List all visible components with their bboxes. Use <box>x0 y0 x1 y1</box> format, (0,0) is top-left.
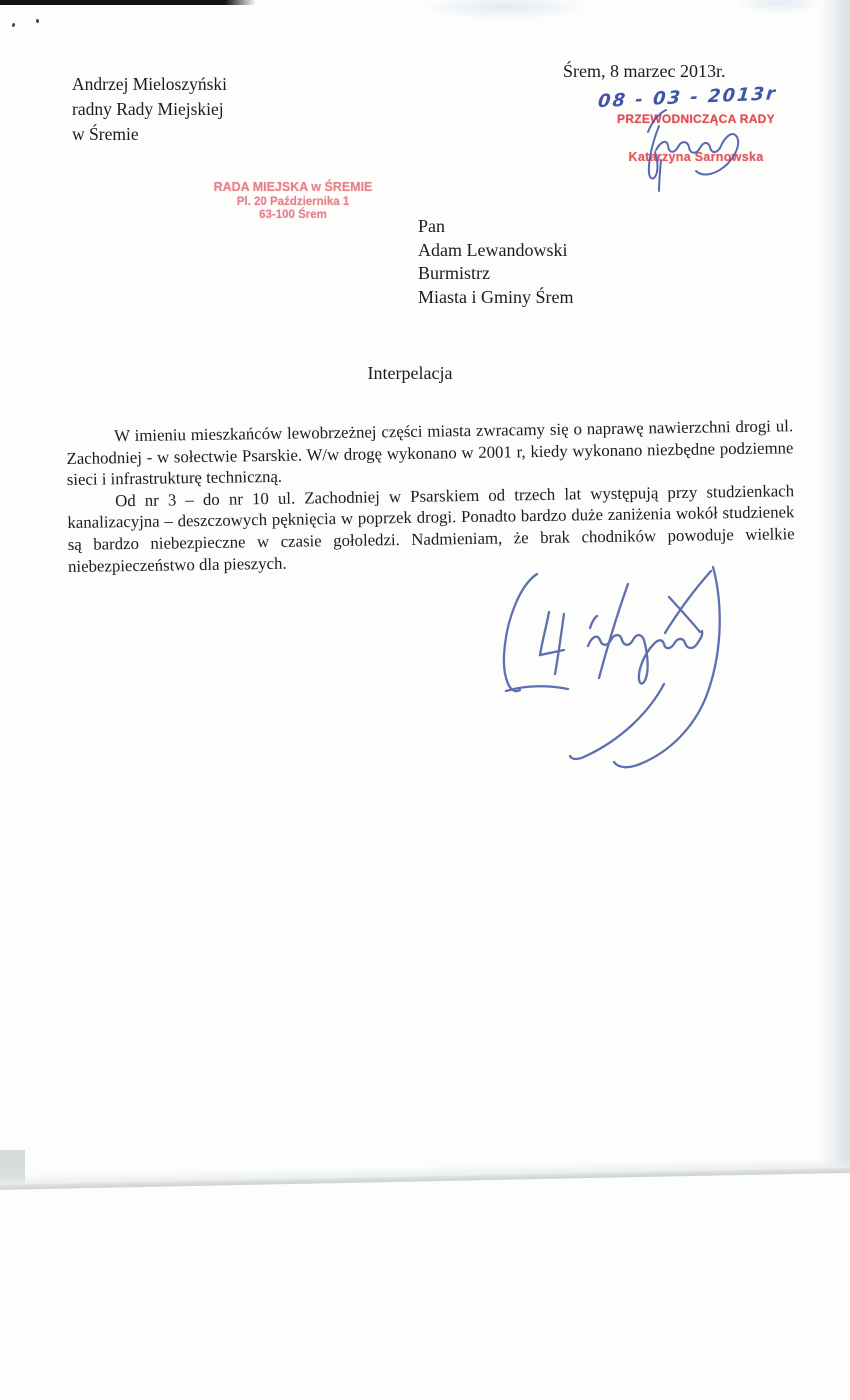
sender-name: Andrzej Mieloszyński <box>72 74 228 94</box>
page-right-edge-shadow <box>820 0 850 1172</box>
document-title: Interpelacja <box>367 363 453 383</box>
recipient-role: Burmistrz <box>418 263 490 283</box>
letter-body <box>66 415 795 577</box>
handwritten-date: 08 - 03 - 2013r <box>596 83 778 113</box>
chairwoman-stamp-name: Katarzyna Sarnowska <box>628 150 764 164</box>
area-below-page <box>0 1189 850 1400</box>
recipient-block <box>418 215 574 309</box>
scan-smudge <box>420 0 590 20</box>
scan-speck <box>36 19 40 24</box>
dateline: Śrem, 8 marzec 2013r. <box>563 61 726 81</box>
scan-artifact-top-bar <box>0 0 256 5</box>
scan-speck <box>11 23 15 28</box>
body-paragraph-1: W imieniu mieszkańców lewobrzeżnej części miasta zwracamy się o naprawę nawierzchni drogi ul. Zachodniej - w sołectwie Psarskie. W/w drogę wykonano w 2001 r, kiedy wykonano niezbędne podziemne sieci i infrastrukturę techniczną. <box>66 416 794 490</box>
council-stamp-line2: Pl. 20 Października 1 <box>236 196 350 208</box>
sender-block <box>72 72 227 147</box>
scan-smudge <box>735 0 825 14</box>
sender-role: radny Rady Miejskiej <box>72 99 224 119</box>
council-stamp-line3: 63-100 Śrem <box>259 209 327 221</box>
council-stamp <box>203 180 383 221</box>
recipient-municipality: Miasta i Gminy Śrem <box>418 286 574 307</box>
body-paragraph-2: Od nr 3 – do nr 10 ul. Zachodniej w Psarskiem od trzech lat występują przy studzienkach kanalizacyjna – deszczowych pęknięcia w poprzek drogi. Ponadto bardzo duże zaniżenia wokół studzienek są bardzo niebezpieczne w czasie gołoledzi. Nadmieniam, że brak chodników powoduje wielkie niebezpieczeństwo dla pieszych. <box>67 480 795 576</box>
chairwoman-stamp <box>612 112 780 164</box>
chairwoman-stamp-title: PRZEWODNICZĄCA RADY <box>617 112 775 126</box>
sender-city: w Śremie <box>72 124 139 144</box>
author-signature-scribble <box>468 545 813 790</box>
recipient-name: Adam Lewandowski <box>418 239 568 260</box>
council-stamp-line1: RADA MIEJSKA w ŚREMIE <box>213 180 373 194</box>
recipient-salutation: Pan <box>418 216 445 236</box>
